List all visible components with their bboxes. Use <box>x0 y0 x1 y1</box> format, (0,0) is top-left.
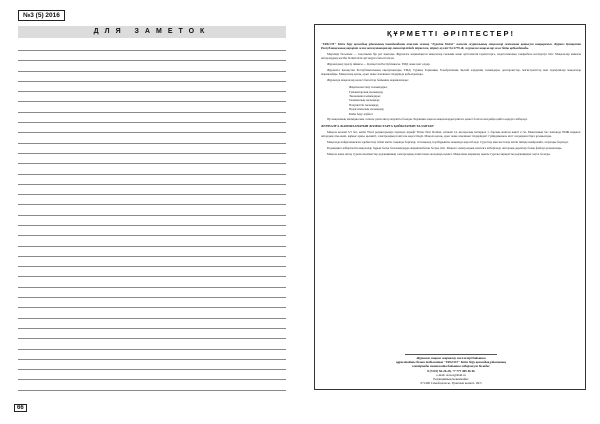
note-line <box>18 379 286 380</box>
note-line <box>18 287 286 288</box>
list-item: Гуманитарлық ғылымдар; <box>349 89 384 94</box>
body-paragraph: Әр мақаланың мазмұны мен сапасы үшін автор жауапты болады. Редакция алқасы мақалаларды іріктеп, қажет болған жағдайда қайта өңдеуге жібереді. <box>327 117 528 122</box>
contact-heading <box>315 356 587 369</box>
list-item: Білім беру жүйесі. <box>349 111 374 116</box>
note-line <box>18 91 286 92</box>
contact-email: e-mail: erasot@mail.ru <box>436 372 466 377</box>
issue-label: №3 (5) 2016 <box>18 10 65 21</box>
contact-heading-line: құрылтайшы болып табылатын "ЕРАСОТ" Білім беру қоғамдық ұйымының <box>396 360 506 365</box>
note-line <box>18 215 286 216</box>
note-line <box>18 50 286 51</box>
note-line <box>18 122 286 123</box>
note-line <box>18 256 286 257</box>
body-paragraph: Журналға Қазақстан Республикасының оқытушылары, ТМД, Түркия, Германия, Ұлыбритания, Қытай елдерінің ғалымдары, докторанттар, магистранттар мен ізденушілер мақалалар жариялайды. Мақалалар қазақ, орыс және ағылшын тілдерінде қабылданады. <box>321 68 581 76</box>
note-line <box>18 297 286 298</box>
requirements-heading: ЖУРНАЛҒА ЖАРИЯЛАНАТЫН ЖҰМЫСТАРҒА ҚОЙЫЛАТЫН ТАЛАПТАР: <box>321 123 435 128</box>
right-page <box>306 6 594 418</box>
requirement-paragraph: Редакцияға жіберілетін мақалалар бұрын басқа басылымдарда жарияланбаған болуы тиіс. Мақала электрондық поштаға жіберіледі, авторлық деректер бөлек файлда ұсынылады. <box>327 145 563 150</box>
requirement-paragraph: Мақала көлемі 3-5 бет, мәтін Word редакторында теріледі, шрифт Times New Roman, өлшемі 14, жоларалық интервал 1, барлық жақтан жиегі 2 см. Мақаланың бас жағында ӘОЖ индексі, автордың аты-жөні, жұмыс орны, қызметі, электрондық поштасы көрсетіледі. Мақала қазақ, орыс және ағылшын тілдеріндегі түйіндемемен, кілт сөздермен бірге ұсынылады. <box>321 129 581 138</box>
note-line <box>18 204 286 205</box>
note-line <box>18 153 286 154</box>
list-item: Экономика ғылымдары; <box>349 94 381 98</box>
note-line <box>18 390 286 391</box>
note-line <box>18 246 286 247</box>
note-line <box>18 112 286 113</box>
contact-block <box>315 356 587 385</box>
note-line <box>18 338 286 339</box>
note-line <box>18 266 286 267</box>
note-line <box>18 328 286 329</box>
note-line <box>18 225 286 226</box>
body-paragraph: Журналдың таралу аймағы — Қазақстан Республикасы, ТМД және шет елдер. <box>327 62 431 66</box>
list-item: Әлеуметтік ғылымдар; <box>349 102 380 107</box>
list-item: Техникалық ғылымдар; <box>349 98 380 103</box>
body-paragraph: Мерзімді басылым — тоқсанына бір рет шығады. Журналға жарияланған мақалалар ғылыми және әдістемелік ізденістерге, педагогикалық тәжірибеге негізделуі тиіс. Мақалалар жинағы авторлардың кәсіби біліктілігін арттыруға бағытталған. <box>321 52 581 60</box>
note-line <box>18 369 286 370</box>
notes-lines-area <box>18 50 286 400</box>
directions-list <box>349 85 581 116</box>
note-line <box>18 349 286 350</box>
requirement-paragraph: Мақала және автор туралы мәліметтер редакцияның электрондық поштасына жолдануы қажет. Мақаланы жариялау ақысы туралы ақпаратты редакциядан алуға болады. <box>327 151 551 156</box>
contact-address: 071400 Семей қаласы, Уранхаев көшесі, 49/3 <box>420 381 482 386</box>
note-line <box>18 194 286 195</box>
contact-phone: 8 (7222) 56-26-28, +7 777 405 46 46 <box>427 368 475 373</box>
note-line <box>18 318 286 319</box>
list-item: Жаратылыстану ғылымдары; <box>349 85 388 90</box>
announcement-body <box>321 43 581 159</box>
contact-site: Редакцияның мекенжайы: <box>433 377 469 382</box>
note-line <box>18 143 286 144</box>
contact-heading-line: Журналға мақала жариялау мәселелері бойынша <box>416 356 486 360</box>
note-line <box>18 276 286 277</box>
note-line <box>18 163 286 164</box>
divider <box>405 354 497 355</box>
note-line <box>18 132 286 133</box>
note-line <box>18 101 286 102</box>
note-line <box>18 174 286 175</box>
notes-header: ДЛЯ ЗАМЕТОК <box>18 26 286 38</box>
page-number: 66 <box>14 404 27 412</box>
left-page <box>10 6 294 418</box>
note-line <box>18 60 286 61</box>
body-paragraph: Журналда мақалалар келесі бағыттар бойынша жарияланады: <box>327 78 409 83</box>
list-item: Педагогикалық ғылымдар; <box>349 107 385 112</box>
intro-paragraph: "ЕРАСОТ" Білім беру қоғамдық ұйымының тағайындаған аталған жинақ "Еуразия Білімі" ғылыми журналының мақалалар жинағына қатысуға шақырамыз. Журнал Қазақстан Республикасының ақпарат және коммуникациялар министрлігінде тіркелген, тіркеу куәлігі №14779-Ж, журналға мақалалар жыл бойы қабылданады. <box>321 42 581 50</box>
note-line <box>18 71 286 72</box>
note-line <box>18 184 286 185</box>
note-line <box>18 235 286 236</box>
note-line <box>18 307 286 308</box>
note-line <box>18 359 286 360</box>
requirement-paragraph: Мақалада пайдаланылған әдебиеттер тізімі мәтін соңында беріледі, сілтемелер төртбұрышты жақшада көрсетіледі. Суреттер мен кестелер мәтін ішінде нөмірленіп, атаулары беріледі. <box>327 139 569 144</box>
contact-heading-line: электронды мекенжайы бойынша хабарласуға болады: <box>411 364 491 369</box>
announcement-title: ҚҰРМЕТТІ ӘРІПТЕСТЕР! <box>386 29 516 38</box>
note-line <box>18 81 286 82</box>
announcement-frame <box>314 24 586 390</box>
